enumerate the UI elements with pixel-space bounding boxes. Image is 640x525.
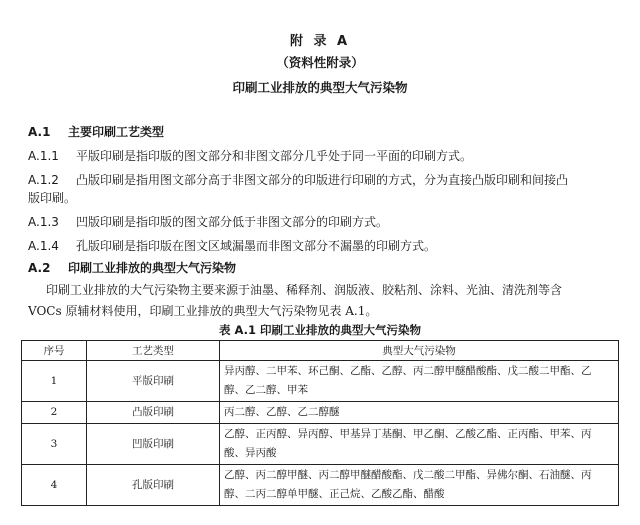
pollutants-table <box>21 340 619 506</box>
header-process: 工艺类型 <box>87 341 220 361</box>
clause-a11 <box>28 147 618 164</box>
section-title: 印刷工业排放的典型大气污染物 <box>68 261 237 275</box>
clause-text: 凸版印刷是指用图文部分高于非图文部分的印版进行印刷的方式，分为直接凸版印刷和间接凸 <box>76 173 569 187</box>
row-pollutants <box>220 361 619 402</box>
clause-number: A.1.4 <box>28 239 59 253</box>
row-pollutants <box>220 402 619 424</box>
table-header-row <box>22 341 619 361</box>
clause-number: A.1.1 <box>28 149 59 163</box>
clause-text: 凹版印刷是指印版的图文部分低于非图文部分的印刷方式。 <box>76 215 389 229</box>
table-caption: 表 A.1 印刷工业排放的典型大气污染物 <box>219 323 421 337</box>
clause-number: A.1.3 <box>28 215 59 229</box>
table-row <box>22 424 619 465</box>
row-number: 1 <box>22 361 87 402</box>
clause-a13 <box>28 213 618 230</box>
section-title: 主要印刷工艺类型 <box>68 125 165 139</box>
section-a1-heading <box>28 123 618 140</box>
row-pollutants <box>220 465 619 506</box>
row-number: 3 <box>22 424 87 465</box>
header-no: 序号 <box>22 341 87 361</box>
table-row <box>22 465 619 506</box>
pollutants-line: 丙二醇、乙醇、乙二醇醚 <box>224 406 340 418</box>
annex-heading: 印刷工业排放的典型大气污染物 <box>232 80 408 95</box>
table-row <box>22 361 619 402</box>
section-a2-heading <box>28 259 618 276</box>
section-number: A.2 <box>28 261 51 275</box>
clause-a12-continued: 版印刷。 <box>28 191 77 205</box>
pollutants-line: 醇、乙二醇、甲苯 <box>224 384 308 396</box>
row-number: 2 <box>22 402 87 424</box>
header-pollutants: 典型大气污染物 <box>220 341 619 361</box>
section-number: A.1 <box>28 125 51 139</box>
clause-number: A.1.2 <box>28 173 59 187</box>
row-number: 4 <box>22 465 87 506</box>
row-process: 孔版印刷 <box>87 465 220 506</box>
row-pollutants <box>220 424 619 465</box>
clause-a12 <box>28 171 618 188</box>
row-process: 凸版印刷 <box>87 402 220 424</box>
annex-type: （资料性附录） <box>276 55 364 70</box>
clause-text: 平版印刷是指印版的图文部分和非图文部分几乎处于同一平面的印刷方式。 <box>76 149 473 163</box>
paragraph-line-2: VOCs 原辅材料使用，印刷工业排放的典型大气污染物见表 A.1。 <box>28 304 378 318</box>
table-row <box>22 402 619 424</box>
clause-a14 <box>28 237 618 254</box>
pollutants-line: 乙醇、正丙醇、异丙醇、甲基异丁基酮、甲乙酮、乙酸乙酯、正丙酯、甲苯、丙 <box>224 428 592 440</box>
pollutants-line: 醇、二丙二醇单甲醚、正己烷、乙酸乙酯、醋酸 <box>224 488 445 500</box>
pollutants-line: 乙醇、丙二醇甲醚、丙二醇甲醚醋酸酯、戊二酸二甲酯、异佛尔酮、石油醚、丙 <box>224 469 592 481</box>
pollutants-line: 异丙醇、二甲苯、环己酮、乙酯、乙醇、丙二醇甲醚醋酸酯、戊二酸二甲酯、乙 <box>224 365 592 377</box>
paragraph-line-1: 印刷工业排放的大气污染物主要来源于油墨、稀释剂、润版液、胶粘剂、涂料、光油、清洗剂等含 <box>46 283 563 297</box>
row-process: 平版印刷 <box>87 361 220 402</box>
row-process: 凹版印刷 <box>87 424 220 465</box>
annex-title: 附 录 A <box>289 34 351 49</box>
pollutants-line: 酸、异丙酸 <box>224 447 277 459</box>
clause-text: 孔版印刷是指印版在图文区域漏墨而非图文部分不漏墨的印刷方式。 <box>76 239 437 253</box>
